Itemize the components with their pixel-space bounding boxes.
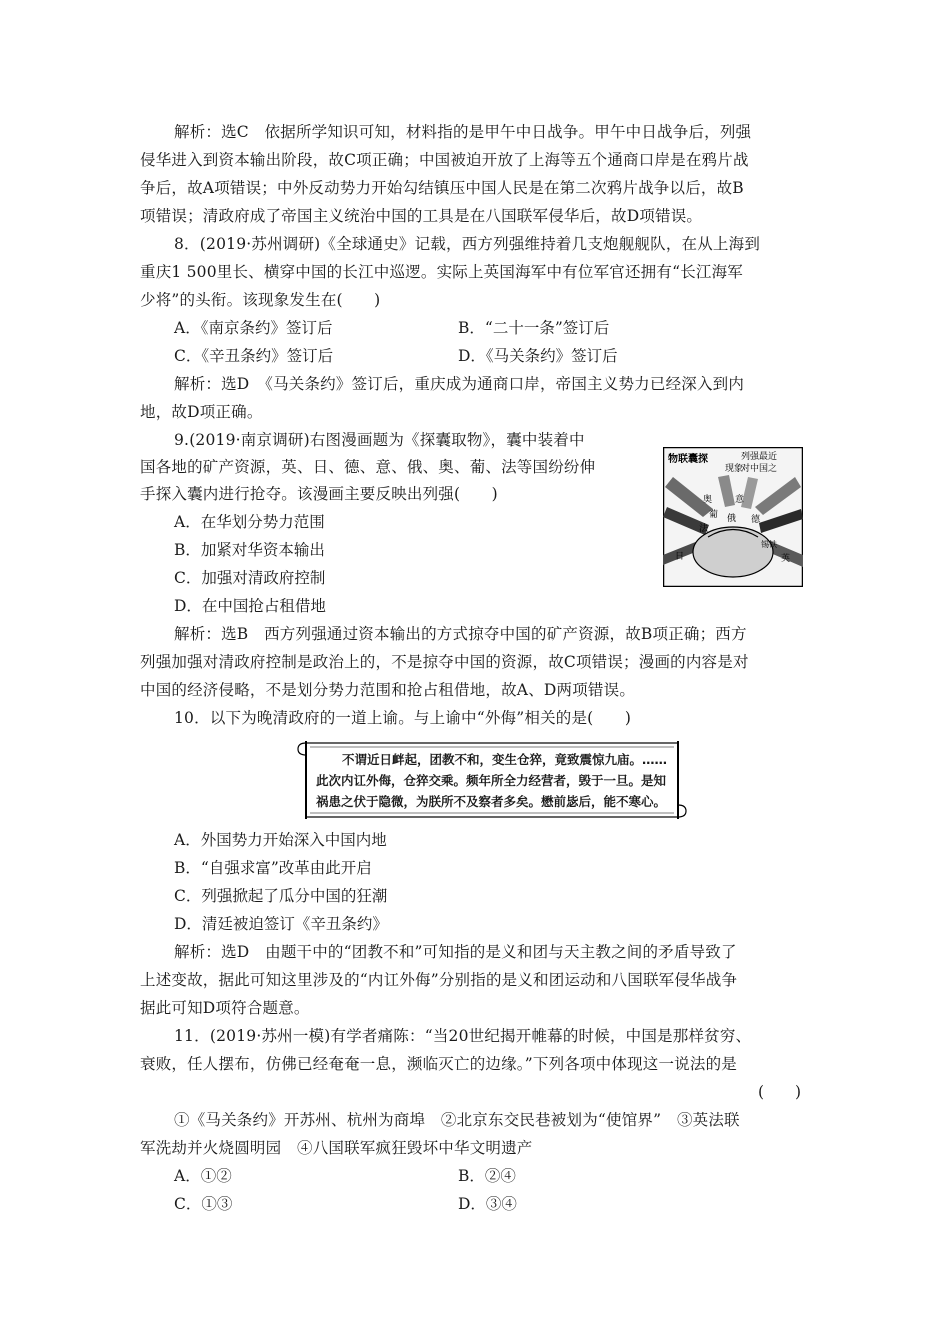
edict-line-3: 祸患之伏于隐微，为朕所不及察者多矣。懋前毖后，能不寒心。	[316, 794, 667, 809]
hand-label-britain: 英	[781, 554, 791, 564]
q9-option-d: D．在中国抢占租借地	[174, 597, 326, 615]
q10-option-b: B．“自强求富”改革由此开启	[174, 859, 372, 877]
q10-option-c: C．列强掀起了瓜分中国的狂潮	[174, 887, 388, 905]
hand-label-japan: 日	[675, 552, 685, 562]
q10-analysis-line-3: 据此可知D项符合题意。	[140, 999, 310, 1017]
q11-statements-line-2: 军洗劫并火烧圆明园 ④八国联军疯狂毁坏中华文明遗产	[140, 1139, 533, 1157]
hand-label-germany: 德	[751, 515, 761, 525]
hand-label-france: 法	[699, 524, 709, 534]
q8-option-a: A．《南京条约》签订后	[174, 319, 333, 337]
q11-option-b: B．②④	[458, 1167, 516, 1185]
q11-statements-line-1: ①《马关条约》开苏州、杭州为商埠 ②北京东交民巷被划为“使馆界” ③英法联	[174, 1111, 740, 1129]
q9-analysis-line-1: 解析：选B 西方列强通过资本输出的方式掠夺中国的矿产资源，故B项正确；西方	[174, 625, 747, 643]
edict-line-1: 不谓近日衅起，团教不和，变生仓猝，竟致震惊九庙。……	[342, 752, 668, 767]
q11-option-c: C．①③	[174, 1195, 233, 1213]
bag-shape	[693, 527, 773, 577]
q9-option-c: C．加强对清政府控制	[174, 569, 326, 587]
tanangquwu-cartoon	[663, 447, 803, 587]
cartoon-caption-right-2: 对中国之	[741, 464, 778, 474]
q7-analysis-line-3: 争后，故A项错误；中外反动势力开始勾结镇压中国人民是在第二次鸦片战争以后，故B	[140, 179, 744, 197]
q8-stem-line-3: 少将”的头衔。该现象发生在( )	[140, 291, 381, 309]
q10-stem: 10．以下为晚清政府的一道上谕。与上谕中“外侮”相关的是( )	[174, 709, 632, 727]
q11-stem-line-2: 衰败，任人摆布，仿佛已经奄奄一息，濒临灭亡的边缘。”下列各项中体现这一说法的是	[140, 1055, 737, 1073]
q10-option-d: D．清廷被迫签订《辛丑条约》	[174, 915, 388, 933]
hand-label-portugal: 葡	[709, 510, 719, 520]
edict-text	[316, 749, 676, 812]
q7-analysis-line-4: 项错误；清政府成了帝国主义统治中国的工具是在八国联军侵华后，故D项错误。	[140, 207, 703, 225]
q8-analysis-line-2: 地，故D项正确。	[140, 403, 263, 421]
bag-label: 锡铁	[761, 540, 777, 549]
q9-analysis-line-3: 中国的经济侵略，不是划分势力范围和抢占租借地，故A、D两项错误。	[140, 681, 636, 699]
q9-stem-line-2: 国各地的矿产资源，英、日、德、意、俄、奥、葡、法等国纷纷伸	[140, 458, 596, 476]
q9-option-a: A．在华划分势力范围	[174, 513, 325, 531]
q11-answer-paren: ( )	[758, 1083, 802, 1101]
q8-option-c: C．《辛丑条约》签订后	[174, 347, 334, 365]
q10-analysis-line-2: 上述变故，据此可知这里涉及的“内讧外侮”分别指的是义和团运动和八国联军侵华战争	[140, 971, 738, 989]
hand-label-russia: 俄	[727, 514, 737, 524]
q9-stem-line-1: 9.(2019·南京调研)右图漫画题为《探囊取物》，囊中装着中	[174, 431, 585, 449]
cartoon-caption-right-1: 列强最近	[741, 452, 778, 462]
q11-stem-line-1: 11．(2019·苏州一模)有学者痛陈：“当20世纪揭开帷幕的时候，中国是那样贫穷、	[174, 1027, 752, 1045]
q8-stem-line-2: 重庆1 500里长、横穿中国的长江中巡逻。实际上英国海军中有位军官还拥有“长江海军	[140, 263, 743, 281]
q9-option-b: B．加紧对华资本输出	[174, 541, 325, 559]
q9-analysis-line-2: 列强加强对清政府控制是政治上的，不是掠夺中国的资源，故C项错误；漫画的内容是对	[140, 653, 749, 671]
q8-analysis-line-1: 解析：选D 《马关条约》签订后，重庆成为通商口岸，帝国主义势力已经深入到内	[174, 375, 745, 393]
q7-analysis-line-1: 解析：选C 依据所学知识可知，材料指的是甲午中日战争。甲午中日战争后，列强	[174, 123, 752, 141]
hand-label-italy: 意	[735, 495, 745, 505]
q9-stem-line-3: 手探入囊内进行抢夺。该漫画主要反映出列强( )	[140, 485, 498, 503]
q7-analysis-line-2: 侵华进入到资本输出阶段，故C项正确；中国被迫开放了上海等五个通商口岸是在鸦片战	[140, 151, 749, 169]
q11-option-a: A．①②	[174, 1167, 232, 1185]
cartoon-caption-left: 物联囊探	[668, 454, 708, 465]
q8-option-d: D．《马关条约》签订后	[458, 347, 618, 365]
cartoon-caption-right-3: 现象	[725, 464, 744, 474]
q8-stem-line-1: 8．(2019·苏州调研)《全球通史》记载，西方列强维持着几支炮舰舰队，在从上海到	[174, 235, 761, 253]
hand-label-austria: 奥	[703, 495, 713, 505]
q10-analysis-line-1: 解析：选D 由题干中的“团教不和”可知指的是义和团与天主教之间的矛盾导致了	[174, 943, 737, 961]
q8-option-b: B．“二十一条”签订后	[458, 319, 610, 337]
q10-option-a: A．外国势力开始深入中国内地	[174, 831, 387, 849]
edict-line-2: 此次内讧外侮，仓猝交乘。频年所全力经营者，毁于一旦。是知	[316, 773, 667, 788]
q11-option-d: D．③④	[458, 1195, 517, 1213]
